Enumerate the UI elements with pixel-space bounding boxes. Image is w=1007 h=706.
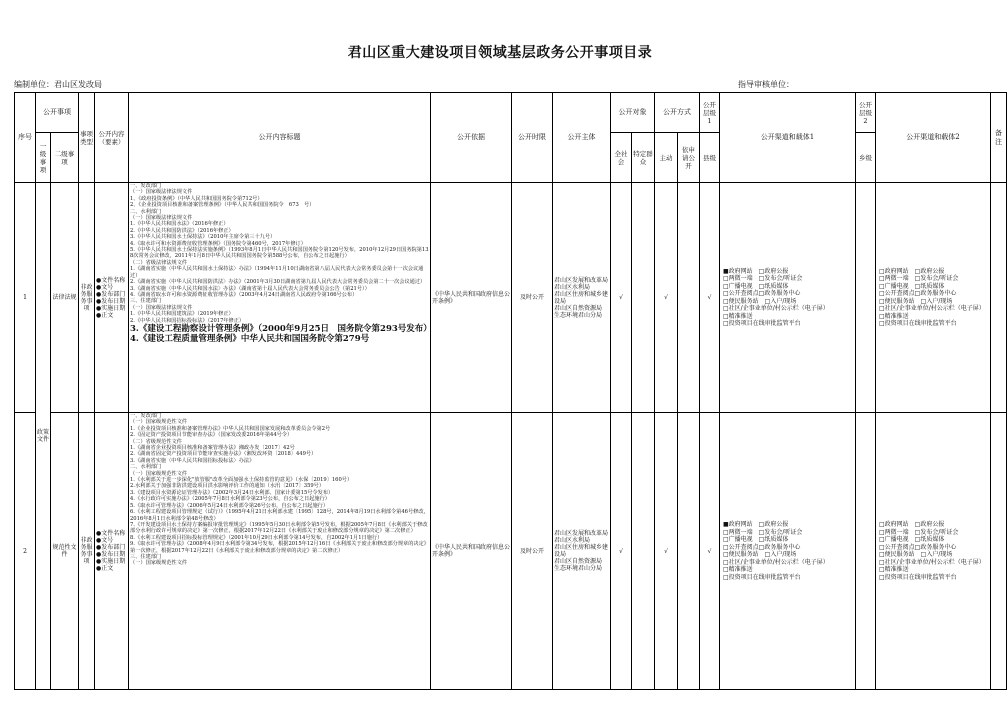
list-line: □精准推送: [879, 566, 909, 573]
row-active: √: [655, 183, 678, 413]
list-line: 1.《湖南省实施〈中华人民共和国水土保持法〉办法》（1994年11月10日湖南省第八届人民代表大会常务委员会第十一次会议通过）: [130, 266, 424, 279]
row-channel1: [720, 413, 856, 690]
list-line: 2.《固定资产投资项目节能审查办法》（国家发改委2016年第44号令）: [130, 432, 293, 439]
list-line: 1.《中华人民共和国水法》（2016年修正）: [130, 221, 229, 228]
list-line: 5.《中华人民共和国水土保持法实施条例》（1993年8月1日中华人民共和国国务院令第120号发布，2010年12月29日国务院第138次常务会议修改，2011年1月8日中华人民共和国国务院令第588号公布，自公布之日起施行）: [130, 247, 429, 260]
col-level1: 一级事项: [36, 133, 51, 183]
element-item: ●正文: [96, 311, 114, 319]
list-line: 1.《湖南省企业投资项目核准和备案管理办法》湘政办发〔2017〕42号: [130, 445, 295, 452]
list-line: （二）省级规范性文件: [130, 438, 182, 445]
list-line: □广播电视 □纸质媒体: [879, 282, 945, 290]
list-line: □政府网站 □政府公报: [879, 521, 945, 528]
list-line: ■政府网站 □政府公报: [723, 521, 789, 528]
col-item-type: 事项类型: [79, 93, 95, 183]
list-line: □投资项目在线审批监管平台: [723, 320, 801, 327]
list-line: 8.《水利工程建设项目招标投标管理规定》（2001年10月29日水利部令第14号发布，自2002年1月1日施行）: [130, 534, 383, 541]
col-active: 主动: [655, 133, 678, 183]
list-line: □政府网站 □政府公报: [879, 267, 945, 275]
row-channel2: [876, 413, 991, 690]
channel-list: [721, 268, 854, 328]
col-channel1: 公开渠道和载体1: [720, 93, 856, 183]
list-line: □两微一端 □发布会/听证会: [723, 528, 803, 536]
table-row: [15, 413, 1007, 690]
element-item: ●文号: [96, 537, 114, 544]
list-line: 1.《企业投资项目核准和备案管理办法》中华人民共和国国家发展和改革委员会令第2号: [130, 425, 331, 432]
row-basis: 《中华人民共和国政府信息公开条例》: [431, 413, 512, 690]
content-list: [130, 183, 432, 344]
col-method-group: 公开方式: [655, 93, 700, 133]
list-line: 2.《湖南省固定资产投资项目节能审查实施办法》（湘发改环资〔2018〕449号）: [130, 451, 317, 458]
row-item-type: 非政务服务事项: [79, 183, 95, 413]
row-specific-group: [632, 413, 655, 690]
row-subject: 君山区发展和改革局 君山区水利局 君山区住房和城乡建设局 君山区自然资源局 生态环境君山分局: [553, 183, 611, 413]
list-line: （一）国家级法律法规文件: [130, 189, 193, 196]
list-line: □社区/企事业单位/村公示栏（电子屏）: [723, 558, 829, 566]
col-content-elements: 公开内容（要素）: [95, 93, 129, 183]
row-active: √: [655, 413, 678, 690]
row-time-limit: 及时公开: [512, 183, 553, 413]
col-basis: 公开依据: [431, 93, 512, 183]
row-item-type: 非政务服务事项: [79, 413, 95, 690]
element-item: ●正文: [96, 565, 114, 572]
list-line: （一）国家级规范性文件: [130, 470, 188, 477]
list-line: 1.《水利部关于进一步深化"放管服"改革全面加强水土保持监管的意见》（水保〔2019〕160号）: [130, 477, 353, 484]
element-item: ●发布日期: [96, 551, 126, 558]
list-line: □两微一端 □发布会/听证会: [723, 275, 803, 282]
list-line: 2.水利部关于加强非防洪建设项目洪水影响评价工作的通知（水汛〔2017〕359号）: [130, 483, 325, 490]
list-line: 2.《中华人民共和国防洪法》（2016年修正）: [130, 227, 234, 234]
list-line: （一）国家级规范性文件: [130, 419, 188, 426]
row-seq: 1: [15, 183, 36, 413]
guide-label: 指导审核单位：: [738, 80, 794, 89]
list-line: （一）国家级法律法规文件: [130, 215, 193, 222]
row-level2: 法律法规: [51, 183, 79, 413]
list-line: □投资项目在线审批监管平台: [723, 573, 801, 581]
channel-list: [877, 268, 989, 328]
list-line: 6.《水利工程建设项目管理规定（试行）》（1995年4月21日水利部水建〔1995〕128号，2014年8月19日水利部令第46号修改，2016年8月1日水利部令第48号修改）: [130, 509, 429, 522]
list-line: □精准推送: [723, 312, 753, 320]
row-elements: [95, 183, 129, 413]
list-line: □广播电视 □纸质媒体: [723, 282, 789, 290]
element-item: ●发布部门: [96, 544, 126, 551]
row-basis: 《中华人民共和国政府信息公开条例》: [431, 183, 512, 413]
list-line: 3.《湖南省实施〈中华人民共和国水法〉办法》（湖南省第十届人民代表大会常务委员会公告（第21号））: [130, 285, 370, 292]
row-county: √: [700, 183, 720, 413]
list-line: 5.《取水许可管理办法》（2006年5月24日水利部令第26号公布，自公布之日起施行）: [130, 502, 329, 509]
col-level-group1: 公开层级1: [700, 93, 720, 133]
list-line: 1.《中华人民共和国建筑法》（2019年修正）: [130, 311, 234, 318]
row-whole-society: √: [611, 183, 632, 413]
col-time-limit: 公开时限: [512, 93, 553, 183]
row-county: √: [700, 413, 720, 690]
element-item: ●文件名称: [96, 276, 126, 284]
list-line: 一、发改部门: [130, 413, 162, 419]
row-on-request: [678, 413, 700, 690]
list-line: 一、发改部门: [130, 183, 162, 189]
row-channel2: [876, 183, 991, 413]
list-line: 3.《建设项目水资源论证管理办法》（2002年3月24日水利部、国家计委第15号令发布）: [130, 489, 334, 496]
list-line: □两微一端 □发布会/听证会: [879, 528, 959, 536]
channel-list: [721, 521, 854, 581]
col-county-level: 县级: [700, 133, 720, 183]
col-level-group2: 公开层级2: [856, 93, 876, 133]
col-subject: 公开主体: [553, 93, 611, 183]
row-on-request: [678, 183, 700, 413]
list-line: 4.《取水许可和水资源费征收管理条例》（国务院令第460号，2017年修订）: [130, 240, 306, 247]
list-line: 3.《建设工程勘察设计管理条例》（2000年9月25日 国务院令第293号发布）: [130, 323, 432, 334]
list-line: □便民服务站 □入户/现场: [723, 551, 797, 558]
row-township: [856, 183, 876, 413]
list-line: 三、住建部门: [130, 553, 162, 560]
col-specific-group: 特定群众: [632, 133, 655, 183]
list-line: （一）国家级规范性文件: [130, 560, 188, 567]
col-target-group: 公开对象: [611, 93, 655, 133]
table-row: [15, 183, 1007, 413]
list-line: □公开查阅点□政务服务中心: [879, 290, 957, 297]
list-line: □便民服务站 □入户/现场: [879, 551, 953, 558]
list-line: □公开查阅点□政务服务中心: [879, 543, 957, 551]
list-line: 2、《企业投资项目核准和备案管理条例》（中华人民共和国国务院令 673 号）: [130, 202, 315, 209]
list-line: ■政府网站 □政府公报: [723, 267, 789, 275]
list-line: □广播电视 □纸质媒体: [723, 536, 789, 543]
page-title: 君山区重大建设项目领域基层政务公开事项目录: [347, 45, 653, 61]
row-channel1: [720, 183, 856, 413]
col-seq: 序号: [15, 93, 36, 183]
list-line: 1、《政府投资条例》（中华人民共和国国务院令第712号）: [130, 195, 263, 202]
col-whole-society: 全社会: [611, 133, 632, 183]
row-elements: [95, 413, 129, 690]
list-line: 9.《取水许可管理办法》（2008年4月9日水利部令第34号发布，根据2015年12月16日《水利部关于废止和修改部分规章的决定》第一次修正，根据2017年12月22日《水利部关于废止和修改部分规章的决定》第二次修正）: [130, 541, 429, 554]
col-on-request: 依申请公开: [678, 133, 700, 183]
row-township: [856, 413, 876, 690]
list-line: 4.《水行政许可实施办法》（2005年7月8日水利部令第23号公布，自公布之日起施行）: [130, 496, 330, 503]
list-line: □投资项目在线审批监管平台: [879, 320, 957, 327]
element-item: ●发布部门: [96, 290, 126, 298]
list-line: □精准推送: [723, 566, 753, 573]
list-line: □社区/企事业单位/村公示栏（电子屏）: [879, 558, 985, 566]
row-level1: 政策文件: [36, 183, 51, 690]
col-level2: 二级事项: [51, 133, 79, 183]
list-line: 2.《湖南省实施〈中华人民共和国防洪法〉办法》（2001年3月30日湖南省第九届人民代表大会常务委员会第二十一次会议通过）: [130, 279, 426, 286]
row-subject: 君山区发展和改革局 君山区水利局 君山区住房和城乡建设局 君山区自然资源局 生态环境君山分局: [553, 413, 611, 690]
list-line: 4.《湖南省取水许可和水资源费征收管理办法》（2003年4月24日湖南省人民政府令第166号公布）: [130, 291, 358, 298]
col-item-group: 公开事项: [36, 93, 79, 133]
list-line: （二）省级法律法规文件: [130, 259, 188, 266]
list-line: 三、住建部门: [130, 298, 162, 305]
list-line: 2.《中华人民共和国招标投标法》（2017年修正）: [130, 317, 245, 324]
list-line: □便民服务站 □入户/现场: [723, 297, 797, 305]
list-line: □公开查阅点□政务服务中心: [723, 543, 801, 551]
list-line: 4.《建设工程质量管理条例》中华人民共和国国务院令第279号: [130, 333, 370, 344]
list-line: 二、水利部门: [130, 208, 162, 215]
list-line: □社区/企事业单位/村公示栏（电子屏）: [723, 305, 829, 312]
list-line: □精准推送: [879, 312, 909, 320]
row-seq: 2: [15, 413, 36, 690]
col-content-title: 公开内容标题: [129, 93, 431, 183]
channel-list: [877, 521, 989, 581]
row-time-limit: 及时公开: [512, 413, 553, 690]
list-line: （一）国家级法律法规文件: [130, 304, 193, 311]
element-item: ●实施日期: [96, 558, 126, 565]
content-list: [130, 413, 429, 567]
list-line: 3.《中华人民共和国水土保持法》（2010年主席令第三十九号）: [130, 234, 276, 241]
compiler-label: 编制单位：君山区发改局: [14, 80, 102, 89]
col-channel2: 公开渠道和载体2: [876, 93, 991, 183]
element-item: ●发布日期: [96, 297, 126, 305]
list-line: 7.《开发建设项目水土保持方案编报审批管理规定》（1995年5月30日水利部令第5号发布，根据2005年7月8日《水利部关于修改部分水利行政许可规章的决定》第一次修正，根据2017年12月22日《水利部关于废止和修改部分规章的决定》第二次修正）: [130, 521, 428, 535]
list-line: □投资项目在线审批监管平台: [879, 573, 957, 581]
list-line: □两微一端 □发布会/听证会: [879, 275, 959, 282]
list-line: □广播电视 □纸质媒体: [879, 536, 945, 543]
list-line: □公开查阅点□政务服务中心: [723, 290, 801, 297]
element-item: ●实施日期: [96, 304, 126, 312]
list-line: □便民服务站 □入户/现场: [879, 297, 953, 305]
element-item: ●文件名称: [96, 530, 126, 537]
row-specific-group: [632, 183, 655, 413]
row-level2: 规范性文件: [51, 413, 79, 690]
list-line: 二、水利部门: [130, 464, 162, 471]
col-township-level: 乡级: [856, 133, 876, 183]
element-item: ●文号: [96, 283, 114, 291]
row-remarks: [991, 183, 1007, 413]
row-whole-society: √: [611, 413, 632, 690]
catalog-table: [14, 92, 1007, 690]
col-remarks: 备注: [991, 93, 1007, 183]
row-content: [129, 413, 431, 690]
row-content: [129, 183, 431, 413]
list-line: □社区/企事业单位/村公示栏（电子屏）: [879, 305, 985, 312]
list-line: 3.《湖南省实施〈中华人民共和国招标投标法〉办法》: [130, 457, 255, 464]
row-remarks: [991, 413, 1007, 690]
